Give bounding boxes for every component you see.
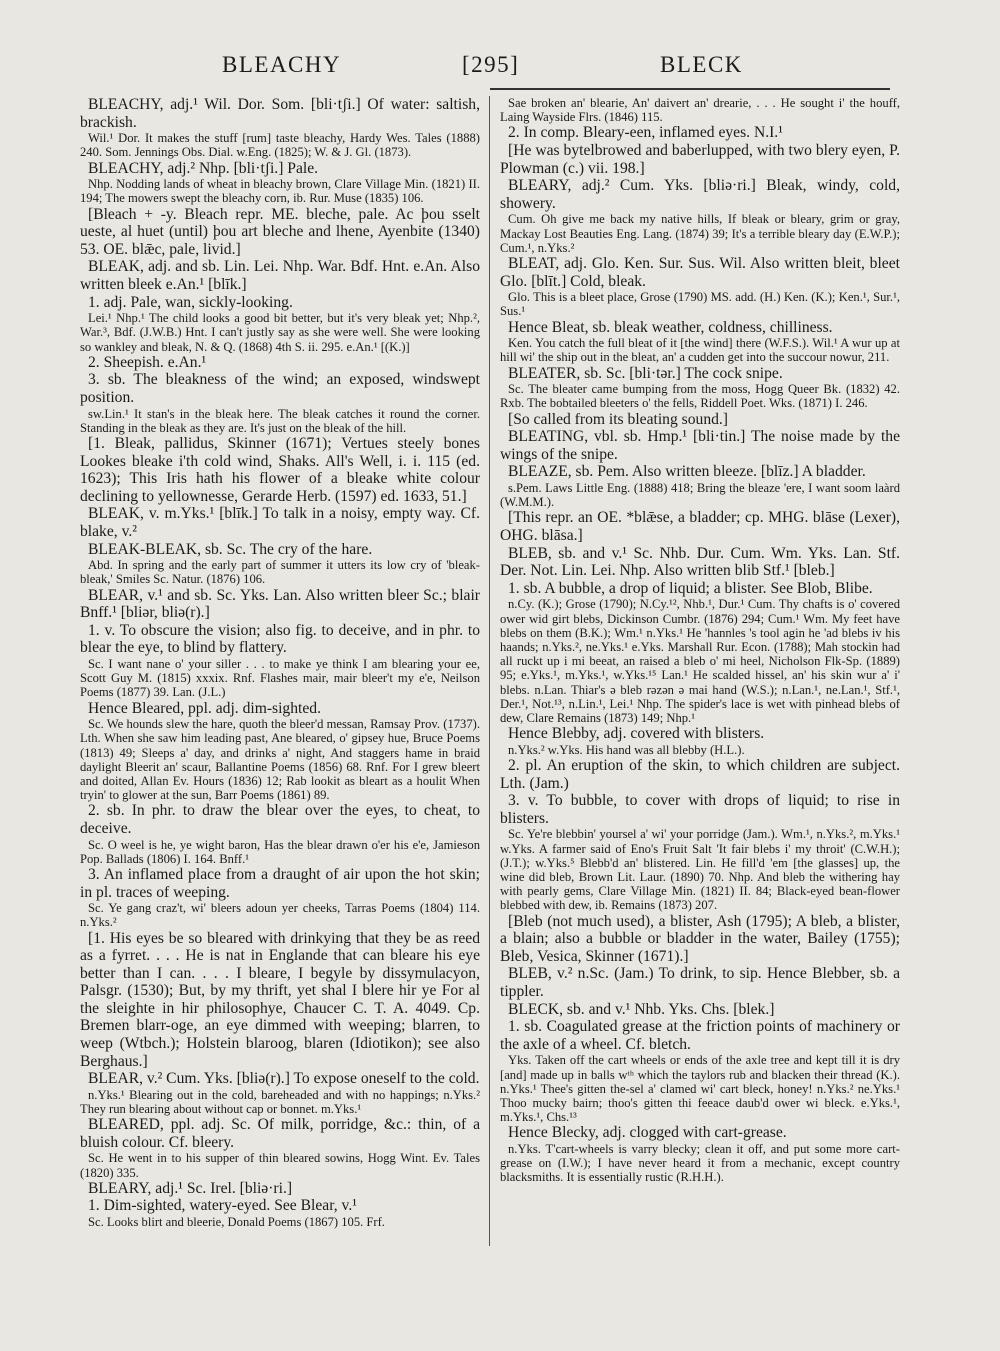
quotation-paragraph: Sae broken an' blearie, An' daivert an' drearie, . . . He sought i' the houff, Laing Wayside Flrs. (1846) 115. [500,96,900,125]
quotation-paragraph: Yks. Taken off the cart wheels or ends of the axle tree and kept till it is dry [and] made up in balls wᵗʰ which the taylors rub and blacken their thread (K.). n.Yks.¹ Thee's gitten the-sel a' clamed wi' cart bleck, honey! n.Yks.² ne.Yks.¹ Thoo mucky bairn; thoo's gitten thi feeace daub'd ower wi bleck. e.Yks.¹, m.Yks.¹, Chs.¹³ [500,1053,900,1125]
quotation-paragraph: Sc. He went in to his supper of thin bleared sowins, Hogg Wint. Ev. Tales (1820) 335. [80,1151,480,1180]
entry-paragraph: BLECK, sb. and v.¹ Nhb. Yks. Chs. [blek.] [508,1000,775,1018]
page-number: [295] [462,52,520,77]
entry-paragraph: [Bleb (not much used), a blister, Ash (1795); A bleb, a blister, a blain; also a bubble or bladder in the water, Bailey (1755); Bleb, Vesica, Skinner (1671).] [500,912,900,965]
running-head-right: BLECK [660,52,743,77]
entry-paragraph: [So called from its bleating sound.] [508,410,729,428]
entry-paragraph: [This repr. an OE. *blǣse, a bladder; cp. MHG. blāse (Lexer), OHG. blāsa.] [500,509,900,544]
quotation-paragraph: Cum. Oh give me back my native hills, If bleak or bleary, grim or gray, Mackay Lost Beauties Eng. Lang. (1874) 39; It's a terrible bleary day (E.W.P.); Cum.¹, n.Yks.² [500,212,900,255]
entry-paragraph: BLEAR, v.² Cum. Yks. [bliə(r).] To expose oneself to the cold. [88,1070,480,1088]
entry-paragraph: 1. adj. Pale, wan, sickly-looking. [88,293,293,311]
entry-paragraph: BLEB, sb. and v.¹ Sc. Nhb. Dur. Cum. Wm. Yks. Lan. Stf. Der. Not. Lin. Lei. Nhp. Also written blib Stf.¹ [bleb.] [500,544,900,580]
entry-paragraph: 2. Sheepish. e.An.¹ [88,353,207,371]
quotation-paragraph: Sc. Ye're blebbin' yoursel a' wi' your porridge (Jam.). Wm.¹, n.Yks.², m.Yks.¹ w.Yks. A farmer said of Eno's Fruit Salt 'It fair blebs i' my throit' (C.W.H.); (J.T.); w.Yks.⁵ Blebb'd an' blistered. Lin. He fill'd 'em [the glasses] up, the wine did bleb, Brown Lit. Laur. (1890) 70. Nhp. And bleb the withering hay with pearly gems, Clare Village Min. (1821) II. 84; Black-eyed bean-flower blebbed with dew, ib. Remains (1873) 207. [500,827,900,913]
quotation-paragraph: Glo. This is a bleet place, Grose (1790) MS. add. (H.) Ken. (K.); Ken.¹, Sur.¹, Sus.¹ [500,290,900,319]
entry-paragraph: 1. Dim-sighted, watery-eyed. See Blear, v.¹ [88,1197,357,1215]
entry-paragraph: BLEAK-BLEAK, sb. Sc. The cry of the hare. [88,540,373,558]
left-column [80,96,480,1336]
quotation-paragraph: Nhp. Nodding lands of wheat in bleachy brown, Clare Village Min. (1821) II. 194; The mowers swept the bleachy corn, ib. Rur. Muse (1835) 106. [80,177,480,206]
entry-paragraph: BLEAT, adj. Glo. Ken. Sur. Sus. Wil. Also written bleit, bleet Glo. [blīt.] Cold, bleak. [500,254,900,290]
quotation-paragraph: Sc. O weel is he, ye wight baron, Has the blear drawn o'er his e'e, Jamieson Pop. Ballads (1806) I. 164. Bnff.¹ [80,837,480,866]
right-column [500,96,900,1336]
quotation-paragraph: n.Yks.² w.Yks. His hand was all blebby (H.L.). [508,742,745,757]
entry-paragraph: 2. pl. An eruption of the skin, to which children are subject. Lth. (Jam.) [500,756,900,792]
entry-paragraph: Hence Bleared, ppl. adj. dim-sighted. [88,699,321,717]
entry-paragraph: BLEAZE, sb. Pem. Also written bleeze. [blīz.] A bladder. [508,463,866,481]
entry-paragraph: 1. v. To obscure the vision; also fig. to deceive, and in phr. to blear the eye, to blind by flattery. [80,621,480,657]
quotation-paragraph: Sc. We hounds slew the hare, quoth the bleer'd messan, Ramsay Prov. (1737). Lth. When she saw him leading past, Ane bleared, o' gipsey hue, Bruce Poems (1813) 49; Sleeps a' day, and drinks a' night, And staggers hame in braid daylight Bleerit an' scaur, Ballantine Poems (1856) 68. Rnf. For I grew bleert and doited, Allan Ev. Hours (1836) 12; Rab lookit as bleart as a houlit When tryin' to glower at the sun, Barr Poems (1861) 89. [80,717,480,803]
entry-paragraph: BLEATER, sb. Sc. [bli·tər.] The cock snipe. [508,364,783,382]
entry-paragraph: BLEATING, vbl. sb. Hmp.¹ [bli·tin.] The noise made by the wings of the snipe. [500,428,900,463]
entry-paragraph: 3. An inflamed place from a draught of air upon the hot skin; in pl. traces of weeping. [80,865,480,901]
entry-paragraph: BLEAR, v.¹ and sb. Sc. Yks. Lan. Also written bleer Sc.; blair Bnff.¹ [bliər, bliə(r).] [80,586,480,622]
quotation-paragraph: Sc. Looks blirt and bleerie, Donald Poems (1867) 105. Frf. [88,1215,385,1230]
entry-paragraph: 1. sb. A bubble, a drop of liquid; a blister. See Blob, Blibe. [508,579,873,597]
column-divider [489,96,490,1246]
entry-paragraph: 3. v. To bubble, to cover with drops of liquid; to rise in blisters. [500,792,900,827]
entry-paragraph: [1. Bleak, pallidus, Skinner (1671); Vertues steely bones Lookes bleake i'th cold wind, Shaks. All's Well, i. i. 115 (ed. 1623); This Iris hath his flower of a bleake white colour declining to yellownesse, Gerarde Herb. (1597) ed. 1633, 51.] [80,434,480,505]
entry-paragraph: [He was bytelbrowed and baberlupped, with two blery eyen, P. Plowman (c.) vii. 198.] [500,142,900,177]
quotation-paragraph: Sc. I want nane o' your siller . . . to make ye think I am blearing your ee, Scott Guy M. (1815) xxxix. Rnf. Flashes mair, mair bleer't my e'e, Neilson Poems (1877) 39. Lan. (J.L.) [80,656,480,700]
quotation-paragraph: n.Cy. (K.); Grose (1790); N.Cy.¹², Nhb.¹, Dur.¹ Cum. Thy chafts is o' covered ower wid girt blebs, Dickinson Cumbr. (1876) 294; Cum.¹ Wm. My feet have blebs on them (B.K.); Wm.¹ n.Yks.¹ He 'hannles 's tool agin he 'ad blebs iv his haands; n.Yks.², ne.Yks.¹ e.Yks. Marshall Rur. Econ. (1788); Mah stockin had all ruckt up i mi beeat, an raised a bleb o' mi heel, Nicholson Flk-Sp. (1889) 95; e.Yks.¹, m.Yks.¹, w.Yks.¹⁵ Lan.¹ He scalded hissel, an' his skin wur a' i' blebs. n.Lan. Thiar's ə bleb rəzən ə mai hand (W.S.); n.Lan.¹, ne.Lan.¹, Stf.¹, Der.¹, Not.¹³, n.Lin.¹, Lei.¹ Nhp. The spider's lace is wet with pinhead blebs of dew, Clare Remains (1873) 149; Nhp.¹ [500,597,900,725]
quotation-paragraph: s.Pem. Laws Little Eng. (1888) 418; Bring the bleaze 'ere, I want soom laàrd (W.M.M.). [500,480,900,510]
entry-paragraph: Hence Bleat, sb. bleak weather, coldness, chilliness. [508,318,833,336]
entry-paragraph: 3. sb. The bleakness of the wind; an exposed, windswept position. [80,371,480,406]
quotation-paragraph: Ken. You catch the full bleat of it [the wind] there (W.F.S.). Wil.¹ A wur up at hill wi' the ship out in the bleat, an' a cudden get into the succour nowur, 211. [500,336,900,365]
entry-paragraph: BLEARED, ppl. adj. Sc. Of milk, porridge, &c.: thin, of a bluish colour. Cf. bleery. [80,1116,480,1151]
quotation-paragraph: Wil.¹ Dor. It makes the stuff [rum] taste bleachy, Hardy Wes. Tales (1888) 240. Som. Jennings Obs. Dial. w.Eng. (1825); W. & J. Gl. (1873). [80,131,480,160]
entry-paragraph: Hence Blecky, adj. clogged with cart-grease. [508,1124,787,1142]
quotation-paragraph: Abd. In spring and the early part of summer it utters its low cry of 'bleak-bleak,' Smiles Sc. Natur. (1876) 106. [80,558,480,587]
running-head-left: BLEACHY [222,52,342,77]
entry-paragraph: BLEB, v.² n.Sc. (Jam.) To drink, to sip. Hence Blebber, sb. a tippler. [500,965,900,1000]
entry-paragraph: BLEAK, v. m.Yks.¹ [blīk.] To talk in a noisy, empty way. Cf. blake, v.² [80,505,480,540]
entry-paragraph: 2. In comp. Bleary-een, inflamed eyes. N.I.¹ [508,124,783,142]
entry-paragraph: BLEARY, adj.¹ Sc. Irel. [bliə·ri.] [88,1179,293,1197]
quotation-paragraph: Sc. The bleater came bumping from the moss, Hogg Queer Bk. (1832) 42. Rxb. The bobtailed bleeters o' the fells, Riddell Poet. Wks. (1871) I. 246. [500,382,900,411]
quotation-paragraph: n.Yks.¹ Blearing out in the cold, bareheaded and with no happings; n.Yks.² They run blearing about without cap or bonnet. m.Yks.¹ [80,1087,480,1117]
entry-paragraph: BLEACHY, adj.¹ Wil. Dor. Som. [bli·tʃi.] Of water: saltish, brackish. [80,96,480,131]
entry-paragraph: [Bleach + -y. Bleach repr. ME. bleche, pale. Ac þou sselt ueste, al huet (until) þou art bleche and lhene, Ayenbite (1340) 53. OE. blǣc, pale, livid.] [80,205,480,258]
header-rule [490,88,890,90]
entry-paragraph: BLEARY, adj.² Cum. Yks. [bliə·ri.] Bleak, windy, cold, showery. [500,177,900,212]
entry-paragraph: [1. His eyes be so bleared with drinkying that they be as reed as a fyrret. . . . He is nat in Englande that can bleare his eye better than I can. . . . I bleare, I begyle by dissymulacyon, Palsgr. (1530); But, by my thrift, yet shal I blere hir ye For al the sleighte in hir philosophye, Chaucer C. T. A. 4049. Cp. Bremen blarr-oge, an eye dimmed with weeping; blarren, to weep (Wtbch.); Holstein blaroog, blaren (Idiotikon); see also Berghaus.] [80,929,480,1070]
entry-paragraph: 1. sb. Coagulated grease at the friction points of machinery or the axle of a wheel. Cf. bletch. [500,1018,900,1053]
entry-paragraph: Hence Blebby, adj. covered with blisters. [508,725,765,743]
entry-paragraph: 2. sb. In phr. to draw the blear over the eyes, to cheat, to deceive. [80,802,480,837]
page-header [0,52,1000,82]
entry-paragraph: BLEAK, adj. and sb. Lin. Lei. Nhp. War. Bdf. Hnt. e.An. Also written bleek e.An.¹ [blīk.] [80,258,480,293]
quotation-paragraph: n.Yks. T'cart-wheels is varry blecky; clean it off, and put some more cart-grease on (I.W.); I have never heard it from a mechanic, except country blacksmiths. It is essentially rustic (R.H.H.). [500,1141,900,1185]
entry-paragraph: BLEACHY, adj.² Nhp. [bli·tʃi.] Pale. [88,159,319,177]
quotation-paragraph: Sc. Ye gang craz't, wi' bleers adoun yer cheeks, Tarras Poems (1804) 114. n.Yks.² [80,901,480,930]
quotation-paragraph: Lei.¹ Nhp.¹ The child looks a good bit better, but it's very bleak yet; Nhp.², War.³, Bdf. (J.W.B.) Hnt. I can't justly say as she were well. She were looking so wankley and bleak, N. & Q. (1868) 4th S. ii. 295. e.An.¹ [(K.)] [80,311,480,354]
quotation-paragraph: sw.Lin.¹ It stan's in the bleak here. The bleak catches it round the corner. Standing in the bleak as they are. It's just on the bleak of the hill. [80,406,480,435]
